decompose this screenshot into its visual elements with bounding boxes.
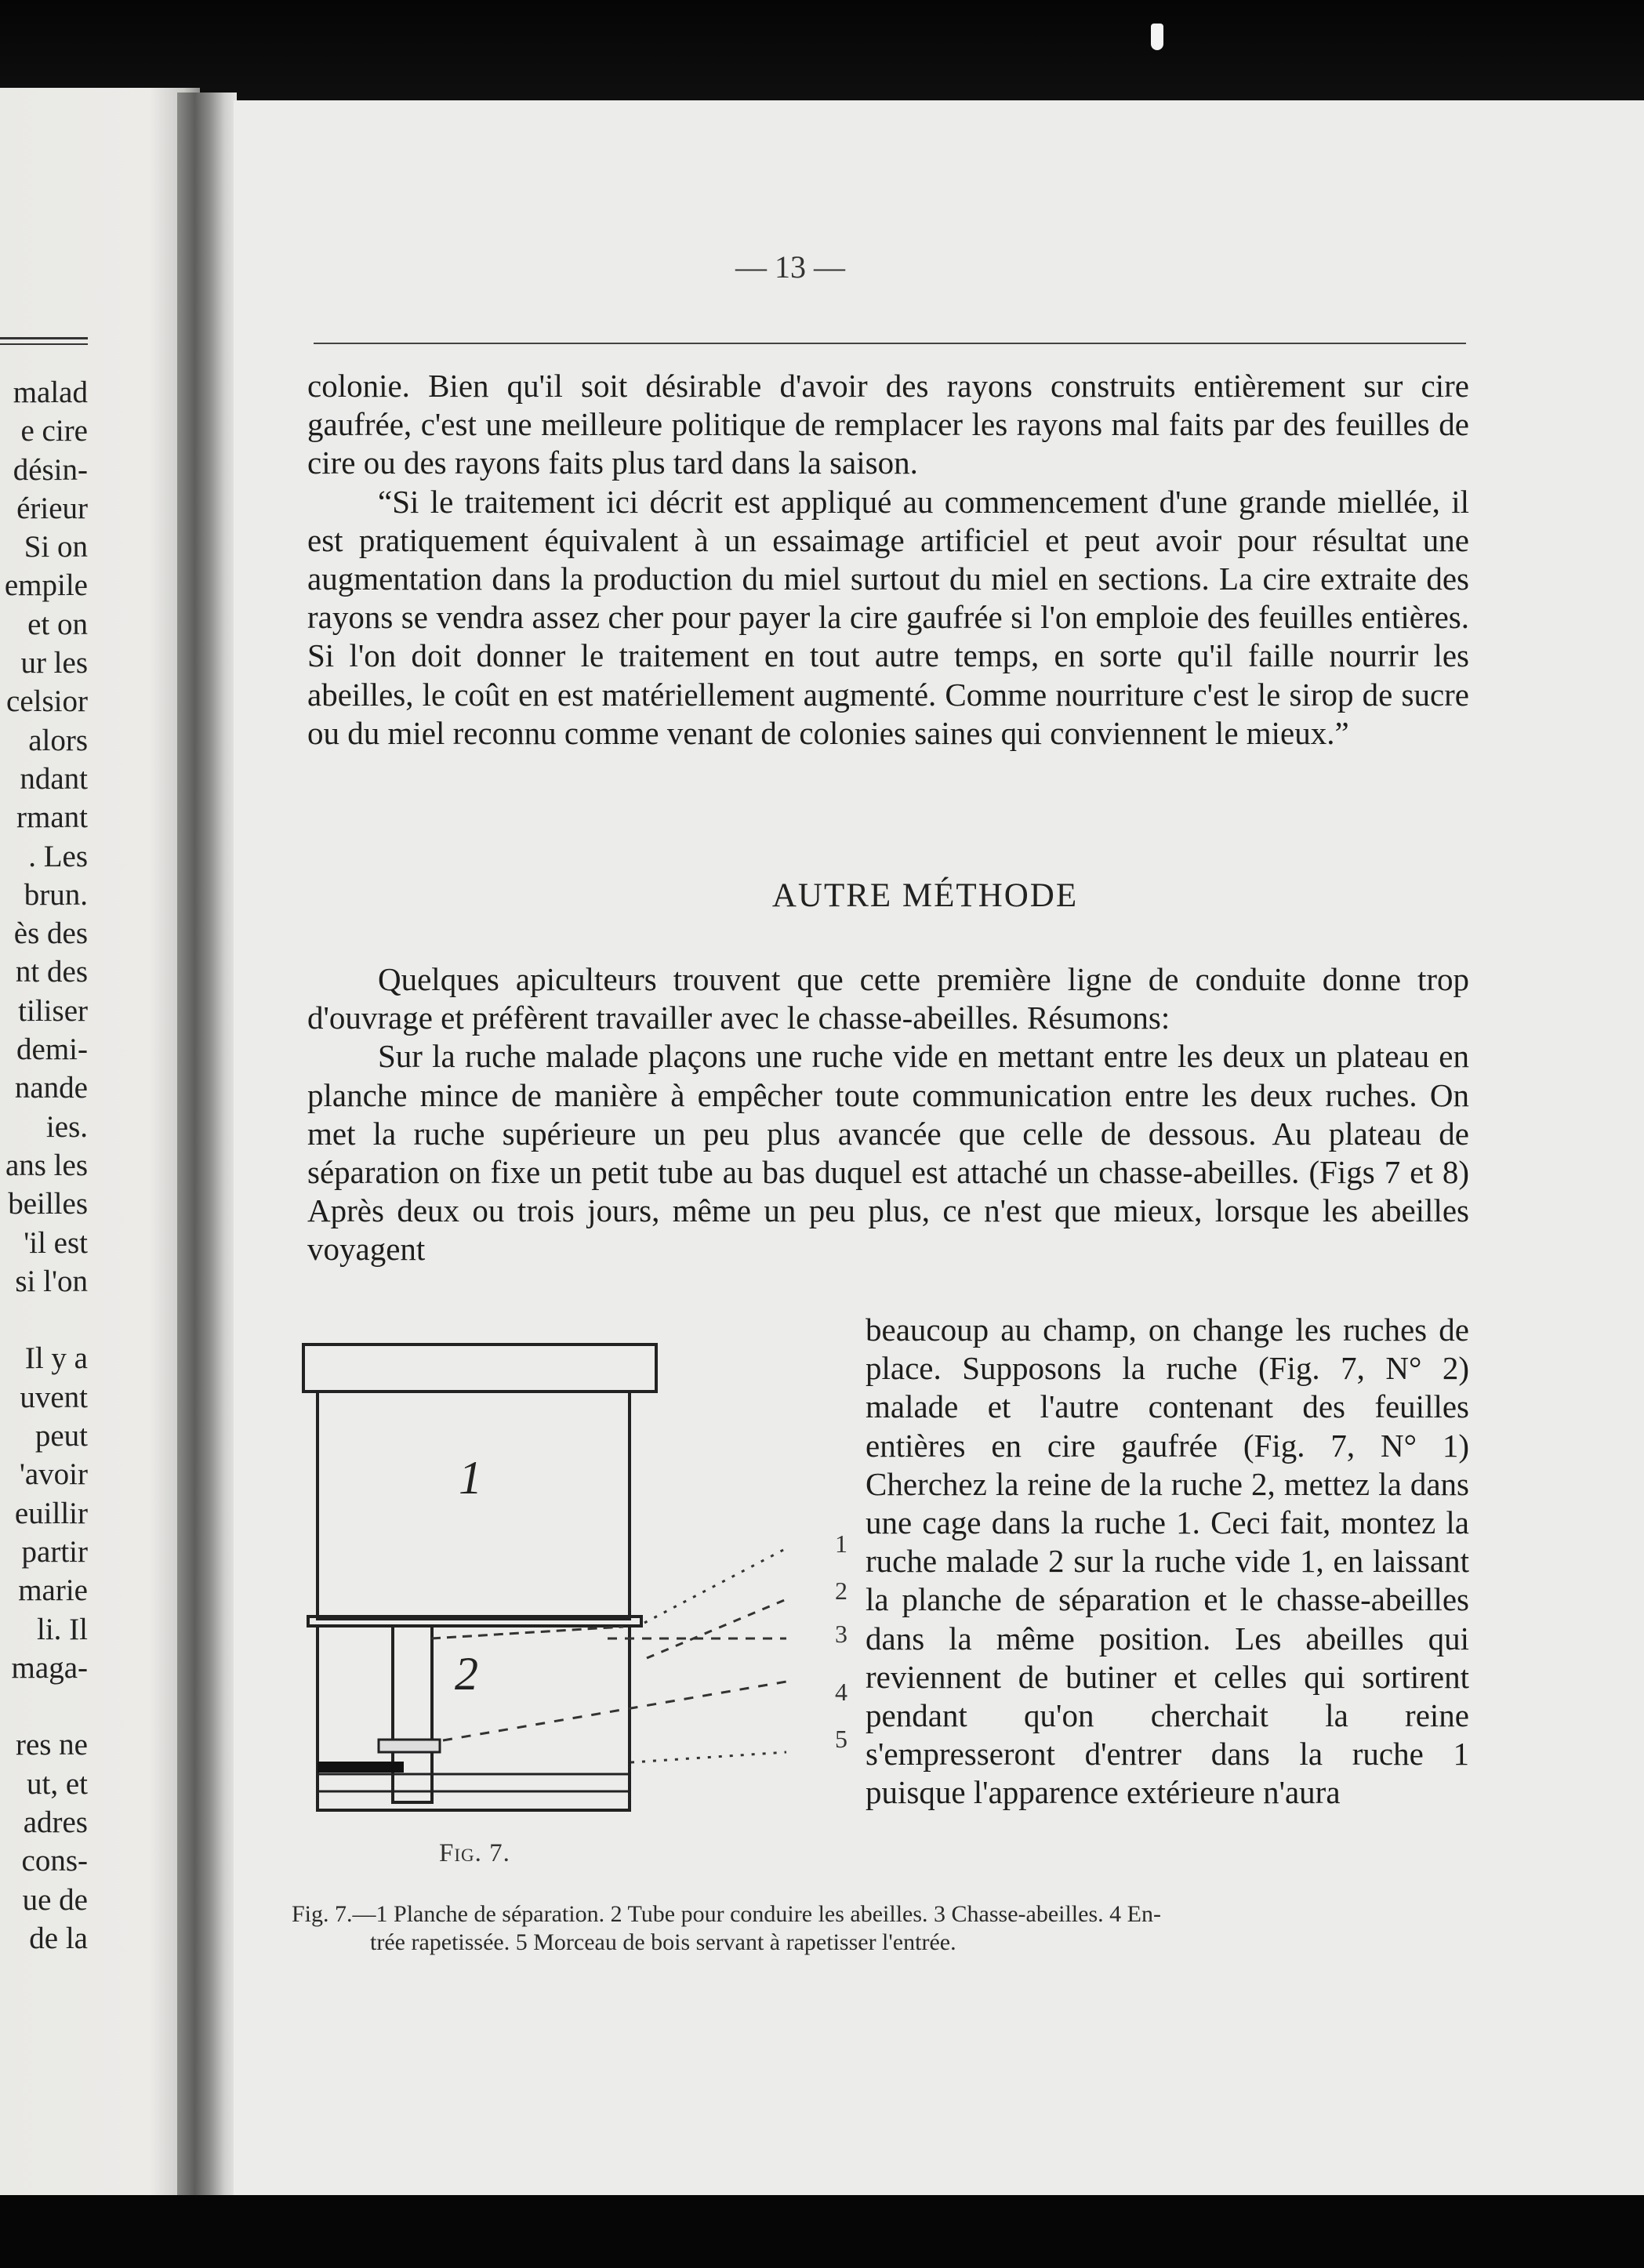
header-rule (314, 343, 1466, 344)
paragraph-quelques: Quelques apiculteurs trouvent que cette première ligne de conduite donne trop d'ouvrage et préfèrent travailler avec le chasse-abeilles. Résumons: (307, 961, 1469, 1036)
left-page-fragment: demi- (16, 1032, 88, 1067)
left-page (0, 88, 200, 2204)
hive-cover (303, 1344, 656, 1392)
left-page-rule-2 (0, 343, 88, 345)
left-page-fragment: si l'on (15, 1264, 88, 1298)
hive-number-1: 1 (459, 1452, 482, 1504)
left-page-fragment: alors (28, 723, 88, 757)
figure-label: Fig. 7. (439, 1839, 510, 1867)
page-number: — 13 — (735, 249, 845, 285)
callout-number-2: 2 (835, 1577, 847, 1605)
paragraph-traitement: “Si le traitement ici décrit est appliqué au commencement d'une grande miellée, il est pratiquement équivalent à un essaimage artificiel et peut avoir pour résultat une augmentation dans la production du miel surtout du miel en sections. La cire extraite des rayons se vendra assez cher pour payer la cire gaufrée si l'on emploie des feuilles entières. Si l'on doit donner le traitement en tout autre temps, en sorte qu'il faille nourrir les abeilles, le coût en est matériellement augmenté. Comme nourriture c'est le sirop de sucre ou du miel reconnu comme venant de colonies saines qui conviennent le mieux.” (307, 483, 1469, 751)
left-page-fragment: cons- (21, 1844, 88, 1878)
left-page-fragment: celsior (6, 684, 88, 719)
figure-caption (292, 1900, 1468, 1957)
left-page-fragment: adres (23, 1805, 88, 1839)
hive-body-upper (318, 1392, 630, 1619)
scan-background-bottom (0, 2195, 1644, 2268)
left-page-fragment: 'il est (24, 1225, 88, 1260)
callout-line-4 (443, 1682, 786, 1740)
left-page-fragment (0, 1687, 88, 1725)
left-page-fragment: maga- (11, 1650, 88, 1685)
hive-number-2: 2 (455, 1648, 478, 1700)
left-page-fragment: res ne (15, 1728, 88, 1762)
scan-background-top (0, 0, 1644, 110)
left-page-fragment: nande (14, 1071, 88, 1105)
figure-7-hive-diagram (294, 1329, 858, 1838)
left-page-fragment: ans les (5, 1148, 88, 1182)
left-page-fragment: de la (29, 1921, 88, 1955)
paragraph-beaucoup: beaucoup au champ, on change les ruches de place. Supposons la ruche (Fig. 7, N° 2) malade et l'autre contenant des feuilles entières en cire gaufrée (Fig. 7, N° 1) Cherchez la reine de la ruche 2, mettez la dans une cage dans la ruche 1. Ceci fait, montez la ruche malade 2 sur la ruche vide 1, en laissant la planche de séparation et le chasse-abeilles dans la même position. Les abeilles qui reviennent de butiner et celles qui sortirent pendant qu'on cherchait la reine s'empresseront d'entrer dans la ruche 1 puisque l'apparence extérieure n'aura (866, 1312, 1469, 1811)
left-page-rule (0, 337, 88, 339)
paragraph-ruche-malade: Sur la ruche malade plaçons une ruche vide en mettant entre les deux un plateau en planche mince de manière à empêcher toute communication entre les deux ruches. On met la ruche supérieure un peu plus avancée que celle de dessous. Au plateau de séparation on fixe un petit tube au bas duquel est attaché un chasse-abeilles. (Figs 7 et 8) Après deux ou trois jours, même un peu plus, ce n'est que mieux, lorsque les abeilles voyagent (307, 1038, 1469, 1268)
left-page-fragment: . Les (28, 839, 88, 873)
left-page-fragment: nt des (15, 955, 88, 989)
left-page-fragment: érieur (16, 491, 88, 525)
bee-escape (379, 1740, 440, 1752)
bee-tube (393, 1626, 432, 1802)
left-page-fragment: li. Il (37, 1612, 88, 1646)
left-page-fragment: ès des (13, 916, 88, 951)
entrance-block (318, 1762, 404, 1773)
callout-line-3 (431, 1627, 623, 1638)
left-page-fragment: tiliser (18, 993, 88, 1028)
figure-caption-line-1: Fig. 7.—1 Planche de séparation. 2 Tube pour conduire les abeilles. 3 Chasse-abeilles. 4 En- (292, 1901, 1161, 1927)
left-page-fragment (0, 1301, 88, 1339)
callout-line-1 (644, 1548, 786, 1623)
left-page-fragment: marie (18, 1573, 88, 1608)
left-page-fragment: ut, et (27, 1766, 88, 1801)
left-page-fragment: désin- (13, 452, 88, 487)
left-page-fragment: et on (27, 607, 88, 641)
text-block-wrap (866, 1311, 1469, 1813)
left-page-fragment: Si on (24, 530, 88, 564)
left-page-fragment: peut (34, 1419, 88, 1453)
callout-number-4: 4 (835, 1678, 847, 1706)
text-block-top (307, 367, 1469, 753)
left-page-fragment: euillir (14, 1496, 88, 1530)
left-page-fragment: uvent (20, 1380, 88, 1414)
book-gutter (177, 93, 237, 2201)
left-page-fragment: Il y a (24, 1341, 88, 1376)
callout-line-2 (647, 1599, 786, 1658)
left-page-text-fragments (0, 373, 88, 1958)
callout-number-5: 5 (835, 1725, 847, 1753)
left-page-fragment: 'avoir (19, 1457, 88, 1492)
left-page-fragment: ue de (22, 1882, 88, 1917)
left-page-fragment: beilles (8, 1187, 88, 1221)
figure-caption-line-2: trée rapetissée. 5 Morceau de bois servant à rapetisser l'entrée. (370, 1929, 956, 1955)
left-page-fragment: ur les (20, 646, 88, 680)
scan-artifact-mark (1151, 24, 1163, 50)
left-page-fragment: ies. (45, 1109, 88, 1144)
left-page-fragment: brun. (24, 877, 88, 912)
hive-diagram-svg (294, 1329, 858, 1838)
callout-number-3: 3 (835, 1620, 847, 1648)
callout-line-5 (631, 1752, 786, 1762)
section-title: AUTRE MÉTHODE (771, 877, 1079, 914)
left-page-fragment: ndant (20, 761, 88, 796)
left-page-fragment: empile (4, 568, 88, 603)
left-page-fragment: partir (21, 1534, 88, 1569)
left-page-fragment: rmant (16, 800, 88, 835)
left-page-fragment: e cire (20, 414, 88, 448)
paragraph-colonie: colonie. Bien qu'il soit désirable d'avoir des rayons construits entièrement sur cire gaufrée, c'est une meilleure politique de remplacer les rayons mal faits par des feuilles de cire ou des rayons faits plus tard dans la saison. (307, 368, 1469, 481)
left-page-fragment: malad (13, 376, 88, 409)
text-block-middle (307, 960, 1469, 1269)
callout-number-1: 1 (835, 1530, 847, 1558)
